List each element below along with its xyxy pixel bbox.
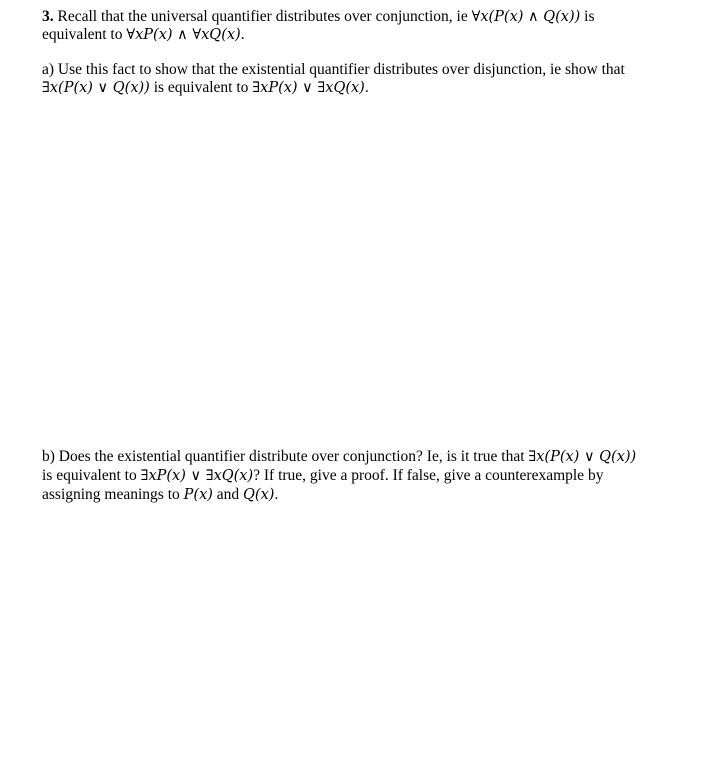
part-b-tail-3: .: [274, 486, 279, 503]
part-b-formula-q: Q(x): [243, 487, 275, 503]
intro-tail-2: .: [240, 26, 245, 43]
intro-tail-1: is: [584, 8, 595, 25]
part-a-text-2: is equivalent to: [153, 79, 249, 96]
problem-intro-line-2: [42, 25, 245, 45]
part-a-line-2: [42, 78, 369, 98]
part-a-formula-2: ∃xP(x) ∨ ∃xQ(x): [252, 80, 365, 96]
part-b-text-3: assigning meanings to: [42, 486, 180, 503]
intro-text-2: equivalent to: [42, 26, 123, 43]
part-b-line-1: [42, 447, 636, 467]
intro-formula-1: ∀x(P(x) ∧ Q(x)): [471, 9, 581, 25]
part-b-text-2: is equivalent to: [42, 467, 137, 484]
part-b-line-3: [42, 485, 278, 505]
part-a-formula-1: ∃x(P(x) ∨ Q(x)): [42, 80, 150, 96]
problem-intro-line-1: [42, 7, 595, 27]
part-b-formula-2: ∃xP(x) ∨ ∃xQ(x): [140, 468, 254, 484]
part-b-and: and: [216, 486, 240, 503]
part-b-line-2: [42, 466, 603, 486]
part-a-line-1: [42, 60, 625, 79]
part-a-text-1: a) Use this fact to show that the existential quantifier distributes over disjunction, ie show that: [42, 61, 625, 78]
problem-number: 3.: [42, 8, 54, 25]
part-a-tail: .: [364, 79, 369, 96]
part-b-tail-2: ? If true, give a proof. If false, give a counterexample by: [253, 467, 604, 484]
part-b-text-1: b) Does the existential quantifier distribute over conjunction? Ie, is it true that: [42, 448, 525, 465]
part-b-formula-1: ∃x(P(x) ∨ Q(x)): [528, 449, 637, 465]
intro-formula-2: ∀xP(x) ∧ ∀xQ(x): [126, 27, 241, 43]
part-b-formula-p: P(x): [183, 487, 213, 503]
intro-text-1: Recall that the universal quantifier distributes over conjunction, ie: [57, 8, 468, 25]
